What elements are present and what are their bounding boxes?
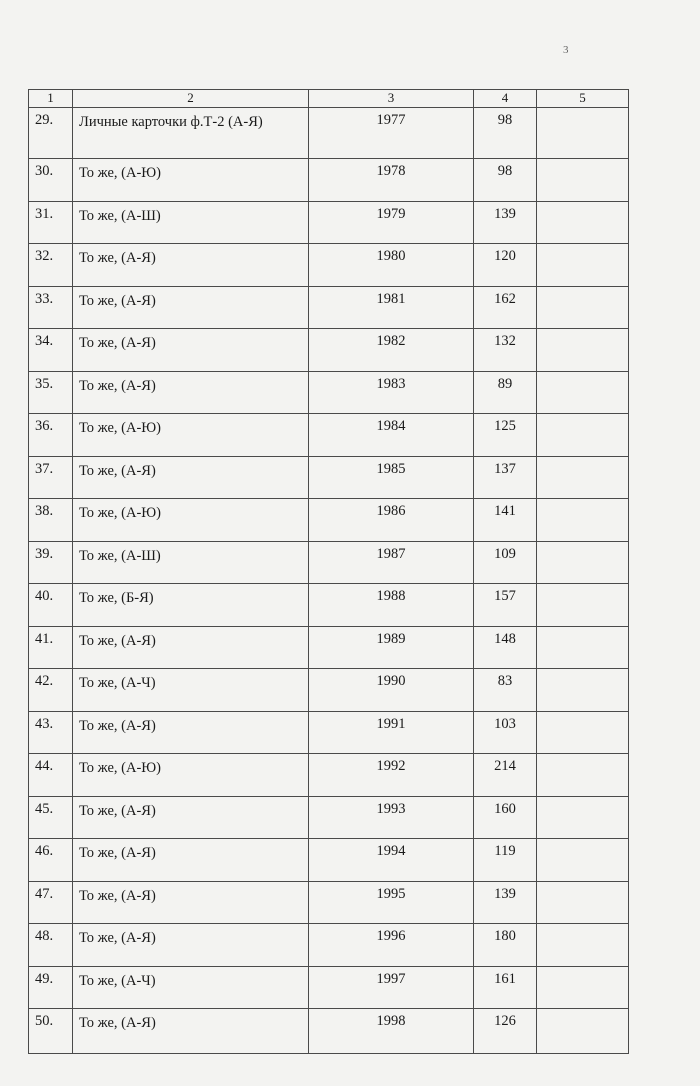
row-number-cell: 49. [29, 966, 73, 1009]
note-cell [537, 584, 629, 627]
row-number-cell: 40. [29, 584, 73, 627]
table-row [29, 1009, 629, 1054]
note-cell [537, 626, 629, 669]
inventory-table [28, 89, 629, 1054]
table-row [29, 966, 629, 1009]
table-body [29, 108, 629, 1054]
count-cell: 120 [474, 244, 537, 287]
table-row [29, 754, 629, 797]
year-cell: 1982 [309, 329, 474, 372]
table-row [29, 286, 629, 329]
row-number-cell: 34. [29, 329, 73, 372]
document-name-cell: То же, (А-Я) [73, 1009, 309, 1054]
row-number-cell: 30. [29, 159, 73, 202]
year-cell: 1985 [309, 456, 474, 499]
count-cell: 180 [474, 924, 537, 967]
year-cell: 1992 [309, 754, 474, 797]
document-name-cell: То же, (А-Ю) [73, 754, 309, 797]
table-row [29, 924, 629, 967]
row-number-cell: 31. [29, 201, 73, 244]
year-cell: 1986 [309, 499, 474, 542]
count-cell: 139 [474, 881, 537, 924]
note-cell [537, 541, 629, 584]
count-cell: 89 [474, 371, 537, 414]
note-cell [537, 414, 629, 457]
count-cell: 137 [474, 456, 537, 499]
row-number-cell: 43. [29, 711, 73, 754]
document-name-cell: Личные карточки ф.Т-2 (А-Я) [73, 108, 309, 159]
row-number-cell: 38. [29, 499, 73, 542]
note-cell [537, 456, 629, 499]
count-cell: 157 [474, 584, 537, 627]
row-number-cell: 42. [29, 669, 73, 712]
row-number-cell: 37. [29, 456, 73, 499]
table-row [29, 371, 629, 414]
year-cell: 1980 [309, 244, 474, 287]
row-number-cell: 47. [29, 881, 73, 924]
year-cell: 1993 [309, 796, 474, 839]
row-number-cell: 36. [29, 414, 73, 457]
row-number-cell: 35. [29, 371, 73, 414]
document-name-cell: То же, (А-Я) [73, 371, 309, 414]
document-name-cell: То же, (А-Ч) [73, 669, 309, 712]
table-row [29, 881, 629, 924]
note-cell [537, 1009, 629, 1054]
count-cell: 119 [474, 839, 537, 882]
year-cell: 1990 [309, 669, 474, 712]
note-cell [537, 966, 629, 1009]
column-header-5: 5 [537, 90, 629, 108]
table-row [29, 541, 629, 584]
count-cell: 214 [474, 754, 537, 797]
year-cell: 1977 [309, 108, 474, 159]
count-cell: 109 [474, 541, 537, 584]
document-name-cell: То же, (А-Я) [73, 456, 309, 499]
table-row [29, 499, 629, 542]
table-row [29, 456, 629, 499]
document-name-cell: То же, (Б-Я) [73, 584, 309, 627]
table-row [29, 108, 629, 159]
table-row [29, 244, 629, 287]
page-number: 3 [563, 44, 569, 56]
count-cell: 139 [474, 201, 537, 244]
document-name-cell: То же, (А-Я) [73, 924, 309, 967]
count-cell: 98 [474, 159, 537, 202]
row-number-cell: 41. [29, 626, 73, 669]
year-cell: 1979 [309, 201, 474, 244]
table-header-row [29, 90, 629, 108]
document-name-cell: То же, (А-Я) [73, 329, 309, 372]
note-cell [537, 159, 629, 202]
year-cell: 1981 [309, 286, 474, 329]
note-cell [537, 711, 629, 754]
year-cell: 1994 [309, 839, 474, 882]
row-number-cell: 50. [29, 1009, 73, 1054]
document-name-cell: То же, (А-Ч) [73, 966, 309, 1009]
count-cell: 98 [474, 108, 537, 159]
table-row [29, 159, 629, 202]
count-cell: 83 [474, 669, 537, 712]
row-number-cell: 45. [29, 796, 73, 839]
count-cell: 126 [474, 1009, 537, 1054]
document-name-cell: То же, (А-Ш) [73, 201, 309, 244]
note-cell [537, 286, 629, 329]
document-name-cell: То же, (А-Ю) [73, 499, 309, 542]
table-row [29, 201, 629, 244]
document-name-cell: То же, (А-Ю) [73, 414, 309, 457]
note-cell [537, 839, 629, 882]
count-cell: 141 [474, 499, 537, 542]
document-name-cell: То же, (А-Ю) [73, 159, 309, 202]
count-cell: 160 [474, 796, 537, 839]
year-cell: 1998 [309, 1009, 474, 1054]
column-header-1: 1 [29, 90, 73, 108]
year-cell: 1997 [309, 966, 474, 1009]
document-name-cell: То же, (А-Я) [73, 796, 309, 839]
note-cell [537, 924, 629, 967]
note-cell [537, 499, 629, 542]
count-cell: 161 [474, 966, 537, 1009]
year-cell: 1987 [309, 541, 474, 584]
note-cell [537, 108, 629, 159]
year-cell: 1984 [309, 414, 474, 457]
document-name-cell: То же, (А-Я) [73, 711, 309, 754]
column-header-4: 4 [474, 90, 537, 108]
document-name-cell: То же, (А-Я) [73, 244, 309, 287]
table-row [29, 796, 629, 839]
table-row [29, 669, 629, 712]
table-row [29, 414, 629, 457]
note-cell [537, 329, 629, 372]
note-cell [537, 796, 629, 839]
note-cell [537, 669, 629, 712]
count-cell: 162 [474, 286, 537, 329]
note-cell [537, 201, 629, 244]
count-cell: 103 [474, 711, 537, 754]
table-row [29, 626, 629, 669]
row-number-cell: 39. [29, 541, 73, 584]
document-name-cell: То же, (А-Я) [73, 839, 309, 882]
year-cell: 1996 [309, 924, 474, 967]
table-row [29, 584, 629, 627]
column-header-3: 3 [309, 90, 474, 108]
inventory-table-wrapper [28, 89, 629, 1054]
note-cell [537, 244, 629, 287]
count-cell: 125 [474, 414, 537, 457]
row-number-cell: 29. [29, 108, 73, 159]
count-cell: 132 [474, 329, 537, 372]
row-number-cell: 46. [29, 839, 73, 882]
year-cell: 1991 [309, 711, 474, 754]
table-row [29, 839, 629, 882]
note-cell [537, 754, 629, 797]
year-cell: 1989 [309, 626, 474, 669]
note-cell [537, 881, 629, 924]
count-cell: 148 [474, 626, 537, 669]
table-row [29, 711, 629, 754]
year-cell: 1978 [309, 159, 474, 202]
table-row [29, 329, 629, 372]
year-cell: 1983 [309, 371, 474, 414]
document-name-cell: То же, (А-Ш) [73, 541, 309, 584]
row-number-cell: 48. [29, 924, 73, 967]
year-cell: 1995 [309, 881, 474, 924]
document-name-cell: То же, (А-Я) [73, 626, 309, 669]
row-number-cell: 33. [29, 286, 73, 329]
document-name-cell: То же, (А-Я) [73, 881, 309, 924]
note-cell [537, 371, 629, 414]
year-cell: 1988 [309, 584, 474, 627]
column-header-2: 2 [73, 90, 309, 108]
row-number-cell: 44. [29, 754, 73, 797]
row-number-cell: 32. [29, 244, 73, 287]
document-name-cell: То же, (А-Я) [73, 286, 309, 329]
